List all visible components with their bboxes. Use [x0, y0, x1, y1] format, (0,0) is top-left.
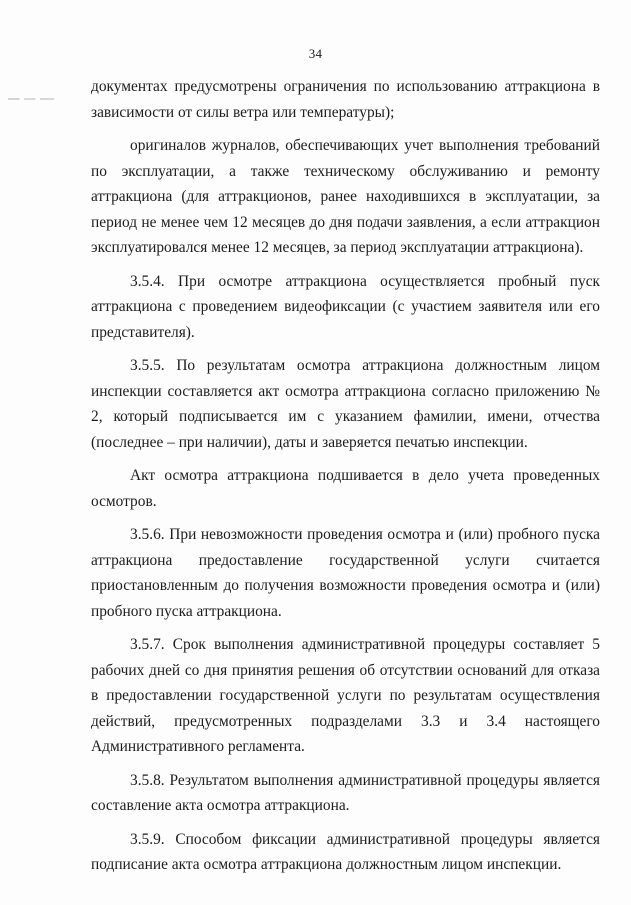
- paragraph-3-5-9: 3.5.9. Способом фиксации административной процедуры является подписание акта осмотра аттракциона должностным лицом инспекции.: [91, 830, 600, 873]
- paragraph-3-5-8: 3.5.8. Результатом выполнения административной процедуры является составление акта осмотра аттракциона.: [91, 771, 600, 814]
- paragraph-3-5-4: 3.5.4. При осмотре аттракциона осуществляется пробный пуск аттракциона с проведением видеофиксации (с участием заявителя или его представителя).: [91, 272, 600, 341]
- document-body: [91, 74, 600, 886]
- paragraph-3-5-5: 3.5.5. По результатам осмотра аттракциона должностным лицом инспекции составляется акт осмотра аттракциона согласно приложению № 2, который подписывается им с указанием фамилии, имени, отчества (последнее – при наличии), даты и заверяется печатью инспекции.: [91, 357, 600, 451]
- paragraph-3-5-7: 3.5.7. Срок выполнения административной процедуры составляет 5 рабочих дней со дня принятия решения об отсутствии оснований для отказа в предоставлении государственной услуги по результатам осуществления действий, предусмотренных подразделами 3.3 и 3.4 настоящего Административного регламента.: [91, 636, 600, 755]
- paragraph-continuation: документах предусмотрены ограничения по использованию аттракциона в зависимости от силы ветра или температуры);: [91, 78, 600, 121]
- paragraph-act-filing: Акт осмотра аттракциона подшивается в дело учета проведенных осмотров.: [91, 467, 600, 510]
- scan-artifact: [8, 98, 54, 100]
- paragraph-journals: оригиналов журналов, обеспечивающих учет выполнения требований по эксплуатации, а также техническому обслуживанию и ремонту аттракциона (для аттракционов, ранее находившихся в эксплуатации, за период не менее чем 12 месяцев до дня подачи заявления, а если аттракцион эксплуатировался менее 12 месяцев, за период эксплуатации аттракциона).: [91, 137, 600, 256]
- page-number: 34: [308, 46, 323, 61]
- paragraph-3-5-6: 3.5.6. При невозможности проведения осмотра и (или) пробного пуска аттракциона предоставление государственной услуги считается приостановленным до получения возможности проведения осмотра и (или) пробного пуска аттракциона.: [91, 526, 600, 620]
